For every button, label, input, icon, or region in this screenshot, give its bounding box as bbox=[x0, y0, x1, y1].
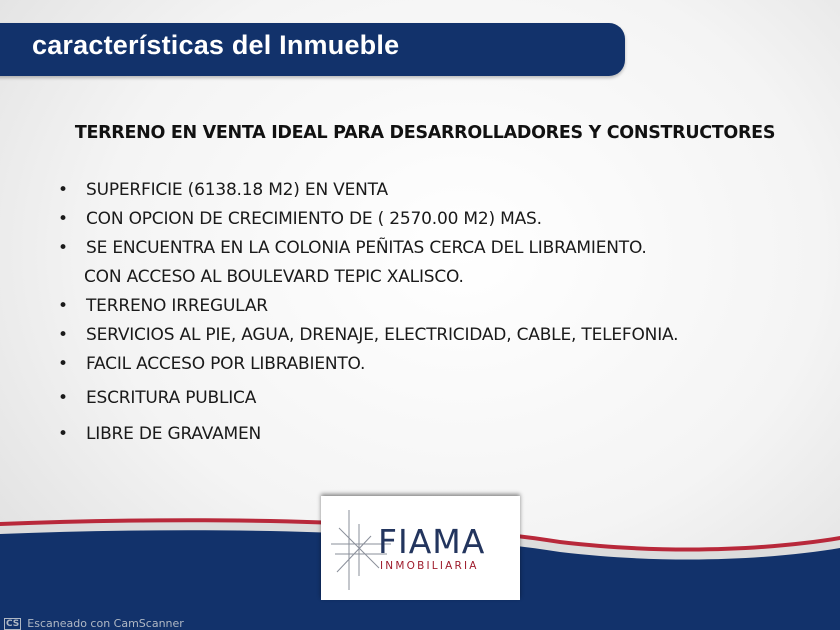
bullet-icon: • bbox=[58, 424, 68, 444]
bullet-icon: • bbox=[58, 180, 68, 200]
scanner-watermark bbox=[4, 617, 184, 630]
list-item bbox=[58, 209, 542, 229]
page-title: características del Inmueble bbox=[32, 30, 400, 60]
list-item bbox=[58, 354, 365, 374]
scanner-text: Escaneado con CamScanner bbox=[27, 617, 184, 630]
logo-name: FIAMA bbox=[378, 522, 486, 561]
bullet-icon: • bbox=[58, 388, 68, 408]
list-item-text: CON ACCESO AL BOULEVARD TEPIC XALISCO. bbox=[84, 267, 464, 287]
bullet-icon: • bbox=[58, 354, 68, 374]
list-item-text: TERRENO IRREGULAR bbox=[86, 296, 268, 316]
bullet-icon: • bbox=[58, 296, 68, 316]
logo bbox=[321, 496, 520, 600]
list-item-text: LIBRE DE GRAVAMEN bbox=[86, 424, 262, 444]
bullet-icon: • bbox=[58, 325, 68, 345]
camscanner-icon: CS bbox=[6, 618, 20, 629]
page-subtitle: TERRENO EN VENTA IDEAL PARA DESARROLLADORES Y CONSTRUCTORES bbox=[74, 123, 776, 143]
list-item-text: CON OPCION DE CRECIMIENTO DE ( 2570.00 M2) MAS. bbox=[86, 209, 542, 229]
list-item-text: SUPERFICIE (6138.18 M2) EN VENTA bbox=[86, 180, 388, 200]
bullet-icon: • bbox=[58, 238, 68, 258]
bullet-icon: • bbox=[58, 209, 68, 229]
list-item bbox=[58, 325, 678, 345]
logo-subtitle: INMOBILIARIA bbox=[380, 560, 479, 572]
list-item-continuation bbox=[58, 267, 464, 287]
list-item-text: FACIL ACCESO POR LIBRABIENTO. bbox=[86, 354, 366, 374]
list-item bbox=[58, 180, 388, 200]
list-item-text: SERVICIOS AL PIE, AGUA, DRENAJE, ELECTRICIDAD, CABLE, TELEFONIA. bbox=[86, 325, 679, 345]
list-item bbox=[58, 388, 256, 408]
list-item bbox=[58, 296, 268, 316]
list-item bbox=[58, 238, 647, 258]
list-item-text: SE ENCUENTRA EN LA COLONIA PEÑITAS CERCA DEL LIBRAMIENTO. bbox=[86, 238, 647, 258]
list-item-text: ESCRITURA PUBLICA bbox=[86, 388, 257, 408]
list-item bbox=[58, 424, 261, 444]
